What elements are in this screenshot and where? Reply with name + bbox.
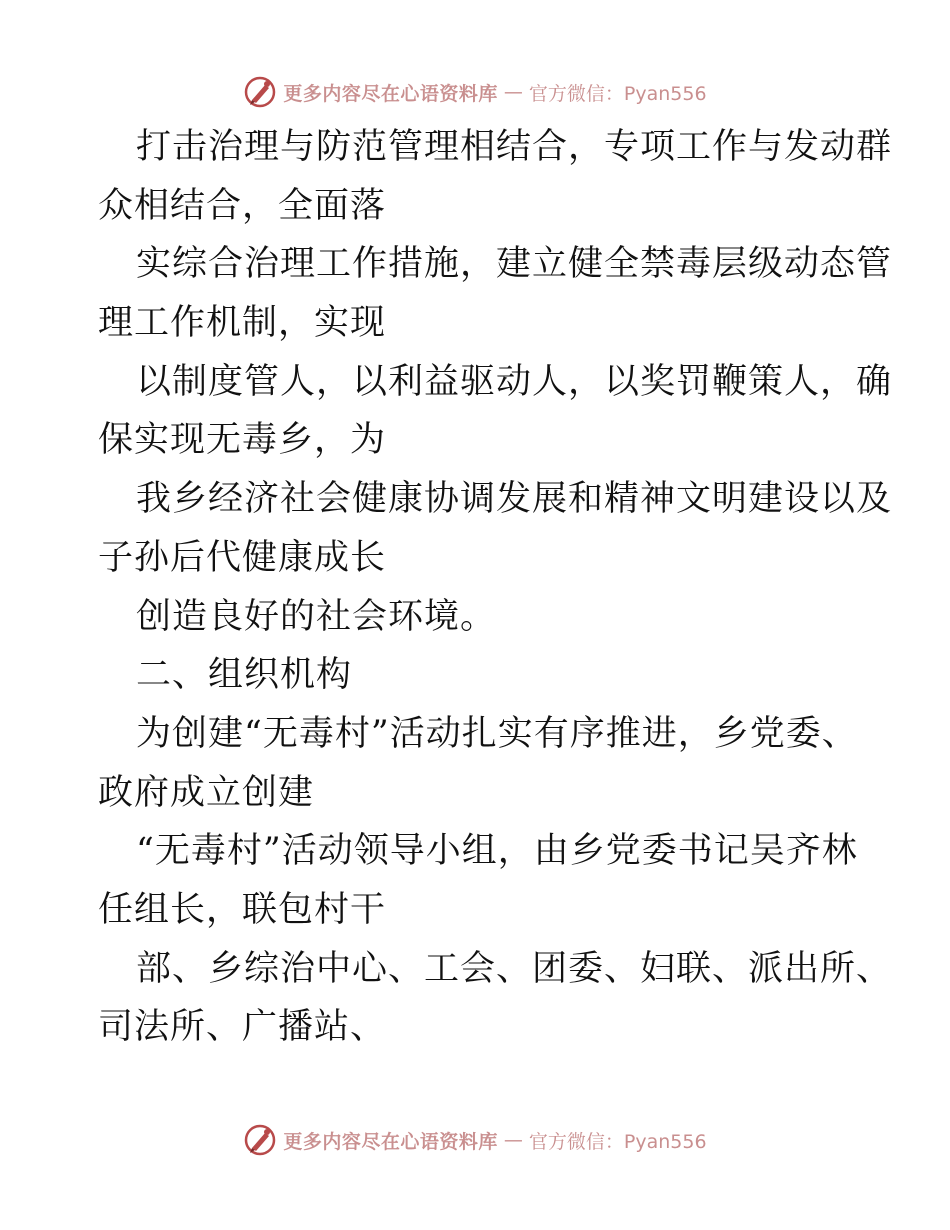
section-heading: 二、组织机构 [136, 655, 353, 696]
footer-watermark [0, 1120, 950, 1160]
text-line: 打击治理与防范管理相结合，专项工作与发动群 [136, 127, 893, 167]
text-line: 子孙后代健康成长 [98, 537, 387, 578]
watermark-separator: — [503, 1129, 523, 1151]
text-line: 政府成立创建 [98, 772, 315, 813]
text-line: 司法所、广播站、 [98, 1007, 387, 1048]
text-line: 部、乡综治中心、工会、团委、妇联、派出所、 [136, 948, 893, 989]
text-line: 我乡经济社会健康协调发展和精神文明建设以及 [136, 479, 893, 520]
watermark-brand: 更多内容尽在心语资料库 [283, 82, 498, 105]
body-text [98, 118, 893, 1057]
pen-logo-icon [243, 1123, 277, 1157]
header-watermark [0, 72, 950, 112]
text-line: 为创建“无毒村”活动扎实有序推进，乡党委、 [136, 713, 858, 754]
watermark-wechat: 官方微信：Pyan556 [528, 1130, 707, 1153]
text-line: 创造良好的社会环境。 [136, 596, 497, 637]
watermark-wechat: 官方微信：Pyan556 [528, 82, 707, 105]
text-line: 以制度管人，以利益驱动人，以奖罚鞭策人，确 [136, 361, 893, 402]
text-line: 任组长，联包村干 [98, 889, 387, 930]
watermark-separator: — [503, 81, 523, 103]
text-line: 实综合治理工作措施，建立健全禁毒层级动态管 [136, 244, 893, 285]
watermark-brand: 更多内容尽在心语资料库 [283, 1130, 498, 1153]
text-line: 保实现无毒乡，为 [98, 420, 387, 461]
text-line: 众相结合，全面落 [98, 185, 387, 226]
pen-logo-icon [243, 75, 277, 109]
text-line: 理工作机制，实现 [98, 303, 387, 344]
text-line: “无毒村”活动领导小组，由乡党委书记吴齐林 [136, 831, 858, 872]
